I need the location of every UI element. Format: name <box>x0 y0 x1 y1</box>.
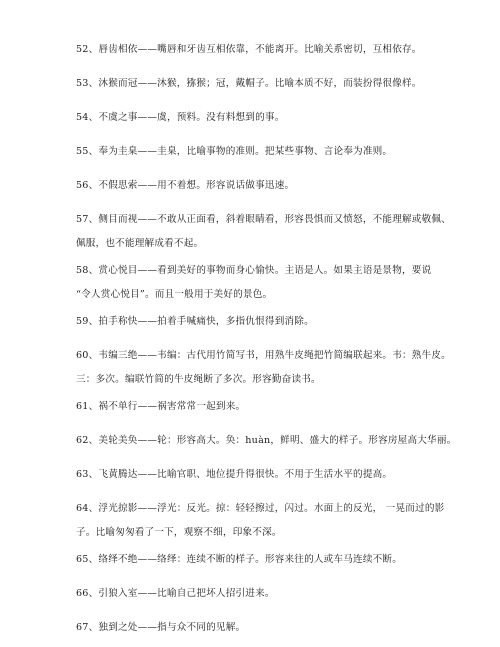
entry-line: 61、祸不单行——祸害常常一起到来。 <box>76 401 246 412</box>
entry-line: 53、沐猴而冠——沐猴，猕猴；冠，戴帽子。比喻本质不好，而装扮得很像样。 <box>76 78 422 89</box>
entry-57 <box>76 208 451 256</box>
entry-line: 65、络绎不绝——络绎：连续不断的样子。形容来往的人或车马连续不断。 <box>76 554 403 565</box>
entry-55 <box>76 140 428 164</box>
entry-65 <box>76 548 428 572</box>
entry-line: 67、独到之处——指与众不同的见解。 <box>76 622 246 633</box>
entry-59 <box>76 310 428 334</box>
entry-line: 66、引狼入室——比喻自己把坏人招引进来。 <box>76 588 275 599</box>
entry-line: 62、美轮美奂——轮：形容高大。奂：huàn，鲜明、盛大的样子。形容房屋高大华丽。 <box>76 435 457 446</box>
entry-line: “令人赏心悦目”。而且一般用于美好的景色。 <box>76 289 273 300</box>
entry-line: 54、不虞之事——虞，预料。没有料想到的事。 <box>76 112 285 123</box>
entry-52 <box>76 38 428 62</box>
entry-line: 55、奉为圭臬——圭臬，比喻事物的准则。把某些事物、言论奉为准则。 <box>76 146 393 157</box>
entry-62 <box>76 429 457 453</box>
entry-58 <box>76 259 432 307</box>
entry-53 <box>76 72 428 96</box>
entry-61 <box>76 395 428 419</box>
entry-63 <box>76 463 428 487</box>
entry-64 <box>76 497 445 545</box>
entry-60 <box>76 344 451 392</box>
entry-line: 三：多次。编联竹简的牛皮绳断了多次。形容勤奋读书。 <box>76 374 321 385</box>
entry-line: 64、浮光掠影——浮光：反光。掠：轻轻擦过，闪过。水面上的反光， 一晃而过的影 <box>76 503 445 514</box>
entry-54 <box>76 106 428 130</box>
entry-line: 63、飞黄腾达——比喻官职、地位提升得很快。不用于生活水平的提高。 <box>76 469 393 480</box>
entry-56 <box>76 174 428 198</box>
entry-66 <box>76 582 428 606</box>
entry-line: 56、不假思索——用不着想。形容说话做事迅速。 <box>76 180 295 191</box>
entry-line: 子。比喻匆匆看了一下，观察不细，印象不深。 <box>76 527 282 538</box>
entry-line: 57、侧目而视——不敢从正面看，斜着眼睛看，形容畏惧而又愤怒，不能理解或敬佩、 <box>76 214 451 225</box>
entry-line: 52、唇齿相依——嘴唇和牙齿互相依靠，不能离开。比喻关系密切，互相依存。 <box>76 44 422 55</box>
entry-67 <box>76 616 428 640</box>
entry-line: 60、韦编三绝——韦编：古代用竹简写书，用熟牛皮绳把竹简编联起来。韦：熟牛皮。 <box>76 350 451 361</box>
entry-line: 59、拍手称快——拍着手喊痛快，多指仇恨得到消除。 <box>76 316 314 327</box>
entry-line: 佩服，也不能理解成看不起。 <box>76 238 204 249</box>
entry-line: 58、赏心悦目——看到美好的事物而身心愉快。主语是人。如果主语是景物，要说 <box>76 265 432 276</box>
